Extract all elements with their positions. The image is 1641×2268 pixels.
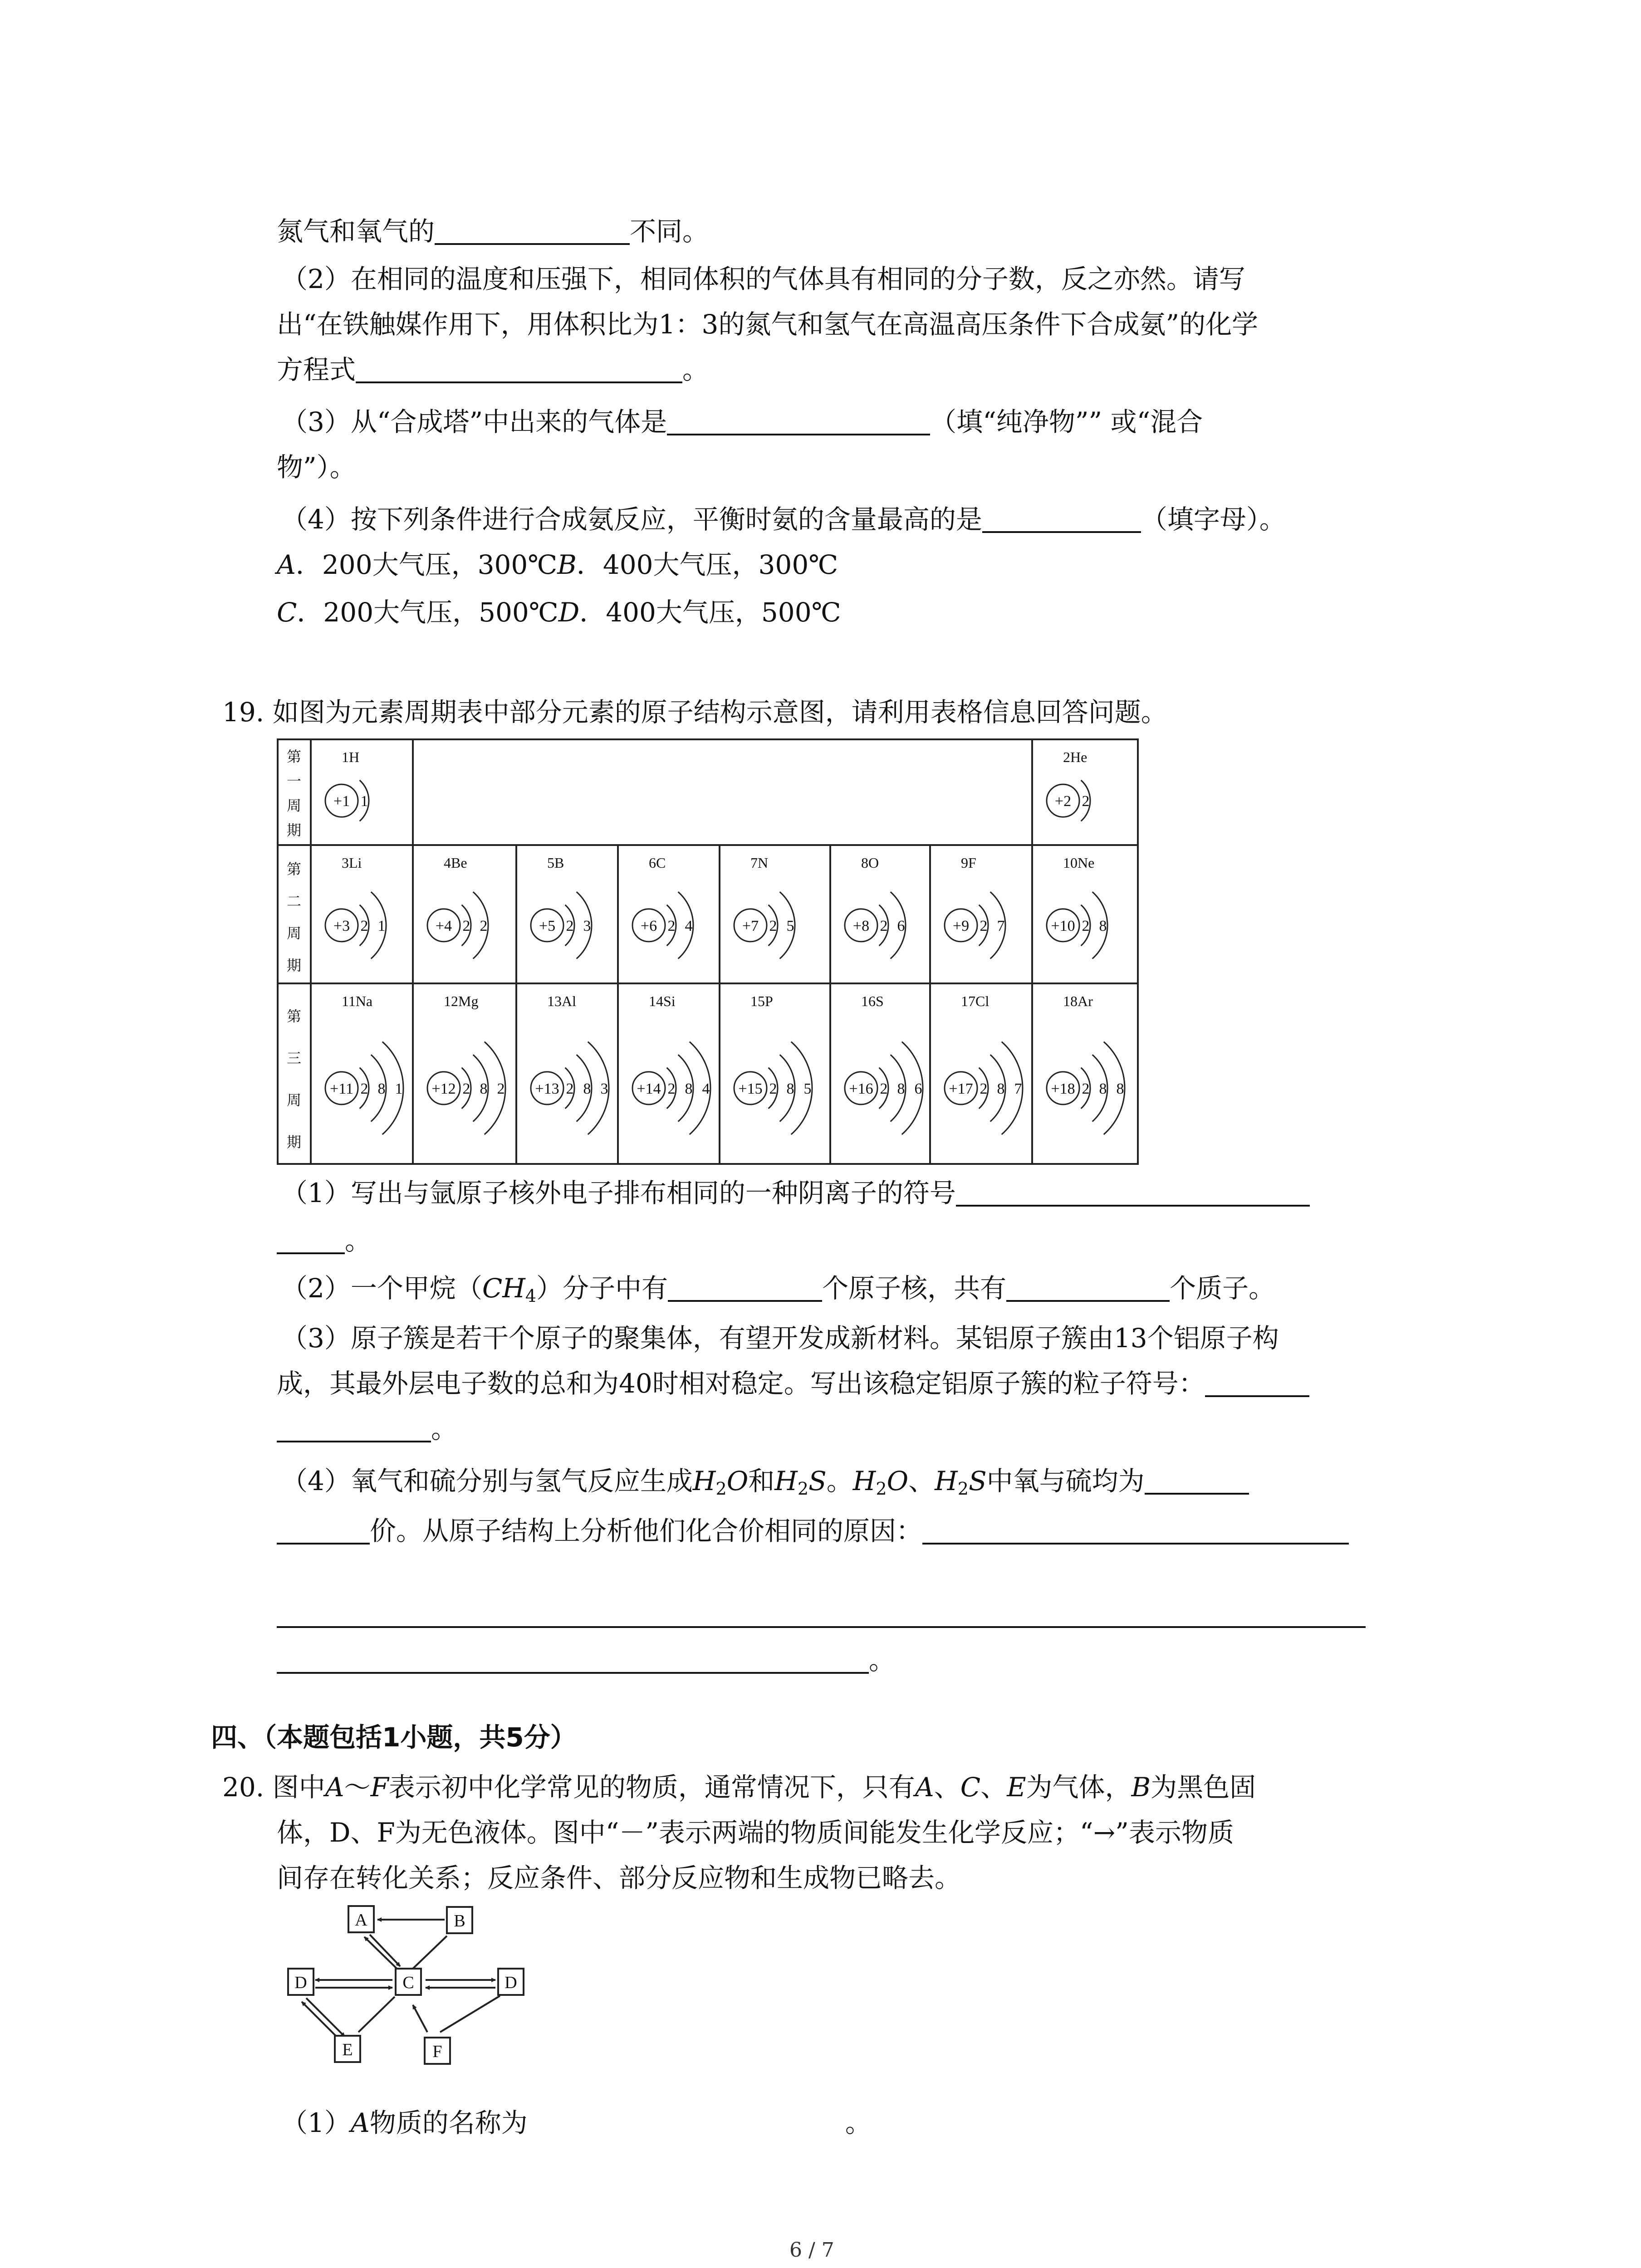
- nucleus-charge: +3: [333, 917, 350, 934]
- shell-electron-count: 7: [997, 917, 1005, 934]
- node-e: E: [342, 2040, 353, 2059]
- element-symbol: 12Mg: [444, 993, 479, 1009]
- shell-electron-count: 8: [1099, 917, 1107, 934]
- answer-blank[interactable]: [668, 1277, 822, 1302]
- page-number: 6 / 7: [789, 2239, 834, 2262]
- q20-line3: 间存在转化关系；反应条件、部分反应物和生成物已略去。: [277, 1862, 961, 1893]
- answer-line[interactable]: [277, 1626, 1366, 1628]
- answer-blank[interactable]: [356, 359, 682, 383]
- element-symbol: 17Cl: [961, 993, 989, 1009]
- shell-electron-count: 2: [1082, 793, 1090, 810]
- nucleus-charge: +9: [952, 917, 970, 934]
- nucleus-charge: +12: [431, 1080, 456, 1097]
- answer-blank[interactable]: [1006, 1277, 1170, 1302]
- element-symbol: 9F: [961, 855, 976, 871]
- shell-electron-count: 6: [914, 1080, 922, 1097]
- answer-blank[interactable]: [982, 508, 1141, 533]
- q18-part3-line2: 物”）。: [277, 452, 356, 483]
- nucleus-charge: +5: [539, 917, 556, 934]
- period-label-char: 期: [286, 1134, 302, 1150]
- node-d-right: D: [505, 1973, 517, 1992]
- shell-electron-count: 2: [462, 917, 470, 934]
- relationship-diagram: [281, 1901, 544, 2114]
- shell-electron-count: 2: [566, 917, 574, 934]
- shell-electron-count: 1: [395, 1080, 403, 1097]
- shell-electron-count: 2: [667, 917, 676, 934]
- shell-electron-count: 2: [566, 1080, 574, 1097]
- q18-part3-line1: （3）从“合成塔”中出来的气体是 （填“纯净物”” 或“混合: [281, 406, 1203, 437]
- element-symbol: 16S: [861, 993, 884, 1009]
- q18-line-1: 氮气和氧气的 不同。: [277, 216, 709, 247]
- shell-electron-count: 8: [1099, 1080, 1107, 1097]
- node-d-left: D: [294, 1973, 307, 1992]
- q19-sub3-line2: 成，其最外层电子数的总和为40时相对稳定。写出该稳定铝原子簇的粒子符号：: [277, 1365, 1309, 1402]
- element-symbol: 7N: [750, 855, 769, 871]
- q18-options-ab: A．200大气压，300℃B．400大气压，300℃: [277, 549, 838, 580]
- period-label-char: 第: [286, 1008, 302, 1025]
- shell-electron-count: 2: [1082, 917, 1090, 934]
- element-symbol: 10Ne: [1063, 855, 1095, 871]
- shell-electron-count: 1: [377, 917, 386, 934]
- answer-blank[interactable]: [277, 1230, 345, 1254]
- shell-electron-count: 8: [685, 1080, 693, 1097]
- q18-part2-line1: （2）在相同的温度和压强下，相同体积的气体具有相同的分子数，反之亦然。请写: [281, 264, 1245, 294]
- q19-sub4-line1: （4）氧气和硫分别与氢气反应生成$H_2O$和$H_2S$。$H_2O$、$H_2S$中氧与硫均为: [281, 1463, 1249, 1507]
- q18-part2-line3: 方程式 。: [277, 354, 709, 385]
- element-symbol: 8O: [861, 855, 879, 871]
- element-symbol: 14Si: [649, 993, 676, 1009]
- shell-electron-count: 2: [497, 1080, 505, 1097]
- element-symbol: 5B: [547, 855, 564, 871]
- shell-electron-count: 2: [980, 1080, 988, 1097]
- period-label-char: 二: [286, 893, 302, 909]
- element-symbol: 6C: [649, 855, 666, 871]
- q18-part4: （4）按下列条件进行合成氨反应，平衡时氨的含量最高的是 （填字母）。: [281, 504, 1286, 535]
- node-b: B: [454, 1911, 465, 1931]
- period-label-char: 期: [286, 822, 302, 839]
- section-heading: 四、（本题包括1小题，共5分）: [211, 1722, 577, 1753]
- shell-electron-count: 8: [377, 1080, 386, 1097]
- shell-electron-count: 8: [997, 1080, 1005, 1097]
- period-label-char: 周: [286, 925, 302, 942]
- shell-electron-count: 5: [803, 1080, 812, 1097]
- node-c: C: [402, 1973, 414, 1992]
- period-label-char: 第: [286, 860, 302, 877]
- element-symbol: 3Li: [342, 855, 362, 871]
- nucleus-charge: +4: [435, 917, 452, 934]
- shell-electron-count: 8: [583, 1080, 591, 1097]
- period-label-char: 期: [286, 957, 302, 974]
- q19-stem: 19. 如图为元素周期表中部分元素的原子结构示意图，请利用表格信息回答问题。: [222, 697, 1167, 728]
- element-symbol: 4Be: [444, 855, 467, 871]
- q20-line2: 体，D、F为无色液体。图中“－”表示两端的物质间能发生化学反应；“→”表示物质: [277, 1817, 1234, 1848]
- nucleus-charge: +11: [330, 1080, 353, 1097]
- nucleus-charge: +6: [640, 917, 657, 934]
- answer-blank[interactable]: [1205, 1373, 1309, 1397]
- periodic-table-figure: [277, 738, 1139, 1165]
- shell-electron-count: 3: [583, 917, 591, 934]
- nucleus-charge: +15: [738, 1080, 763, 1097]
- shell-electron-count: 2: [360, 917, 368, 934]
- nucleus-charge: +7: [742, 917, 759, 934]
- answer-blank[interactable]: [277, 1520, 370, 1545]
- shell-electron-count: 4: [702, 1080, 710, 1097]
- q19-sub4-line2: 价。从原子结构上分析他们化合价相同的原因：: [277, 1513, 1349, 1549]
- shell-electron-count: 2: [769, 1080, 777, 1097]
- answer-blank[interactable]: [1145, 1470, 1249, 1495]
- period-label-char: 周: [286, 1092, 302, 1109]
- nucleus-charge: +17: [949, 1080, 973, 1097]
- nucleus-charge: +14: [637, 1080, 661, 1097]
- element-symbol: 1H: [342, 749, 360, 765]
- answer-blank[interactable]: [435, 220, 630, 245]
- nucleus-charge: +2: [1054, 793, 1072, 810]
- nucleus-charge: +13: [535, 1080, 559, 1097]
- nucleus-charge: +18: [1051, 1080, 1075, 1097]
- node-a: A: [355, 1911, 367, 1930]
- q20-sub1: （1）A物质的名称为 。: [281, 2107, 872, 2138]
- q19-sub4-line4: 。: [277, 1642, 895, 1678]
- period-label-char: 三: [286, 1050, 302, 1066]
- element-symbol: 2He: [1063, 749, 1087, 765]
- period-label-char: 周: [286, 797, 302, 814]
- element-symbol: 13Al: [547, 993, 576, 1009]
- answer-blank[interactable]: [277, 1649, 869, 1674]
- nucleus-charge: +10: [1051, 917, 1075, 934]
- shell-electron-count: 2: [360, 1080, 368, 1097]
- element-symbol: 18Ar: [1063, 993, 1093, 1009]
- q19-sub1: （1）写出与氩原子核外电子排布相同的一种阴离子的符号: [281, 1175, 1310, 1211]
- period-label-char: 第: [286, 748, 302, 765]
- shell-electron-count: 2: [462, 1080, 470, 1097]
- q19-sub3-line1: （3）原子簇是若干个原子的聚集体，有望开发成新材料。某铝原子簇由13个铝原子构: [281, 1323, 1279, 1354]
- q18-options-cd: C．200大气压，500℃D．400大气压，500℃: [277, 597, 841, 628]
- nucleus-charge: +1: [333, 793, 350, 810]
- answer-blank[interactable]: [956, 1182, 1310, 1207]
- q18-part2-line2: 出“在铁触媒作用下，用体积比为1：3的氮气和氢气在高温高压条件下合成氨”的化学: [277, 309, 1259, 340]
- shell-electron-count: 8: [786, 1080, 794, 1097]
- answer-blank[interactable]: [277, 1418, 431, 1442]
- shell-electron-count: 2: [880, 1080, 888, 1097]
- q19-sub1-cont: 。: [277, 1222, 371, 1259]
- shell-electron-count: 8: [480, 1080, 488, 1097]
- shell-electron-count: 7: [1014, 1080, 1022, 1097]
- period-label-char: 一: [286, 772, 302, 789]
- node-f: F: [432, 2042, 442, 2061]
- shell-electron-count: 2: [667, 1080, 676, 1097]
- answer-blank[interactable]: [667, 411, 930, 435]
- q19-sub3-line3: 。: [277, 1411, 457, 1447]
- shell-electron-count: 2: [769, 917, 777, 934]
- answer-blank[interactable]: [922, 1520, 1349, 1545]
- element-symbol: 15P: [750, 993, 773, 1009]
- shell-electron-count: 2: [1082, 1080, 1090, 1097]
- q20-line1: 20. 图中A～F表示初中化学常见的物质，通常情况下，只有A、C、E为气体，B为黑色固: [222, 1772, 1256, 1803]
- nucleus-charge: +16: [849, 1080, 873, 1097]
- shell-electron-count: 4: [685, 917, 693, 934]
- q19-sub2: （2）一个甲烷$(CH_4)$分子中有 个原子核，共有 个质子。: [281, 1273, 1275, 1306]
- shell-electron-count: 6: [897, 917, 905, 934]
- shell-electron-count: 8: [1116, 1080, 1124, 1097]
- shell-electron-count: 2: [880, 917, 888, 934]
- shell-electron-count: 8: [897, 1080, 905, 1097]
- shell-electron-count: 5: [786, 917, 794, 934]
- shell-electron-count: 3: [600, 1080, 608, 1097]
- nucleus-charge: +8: [852, 917, 870, 934]
- element-symbol: 11Na: [342, 993, 373, 1009]
- shell-electron-count: 2: [480, 917, 488, 934]
- shell-electron-count: 1: [360, 793, 368, 810]
- shell-electron-count: 2: [980, 917, 988, 934]
